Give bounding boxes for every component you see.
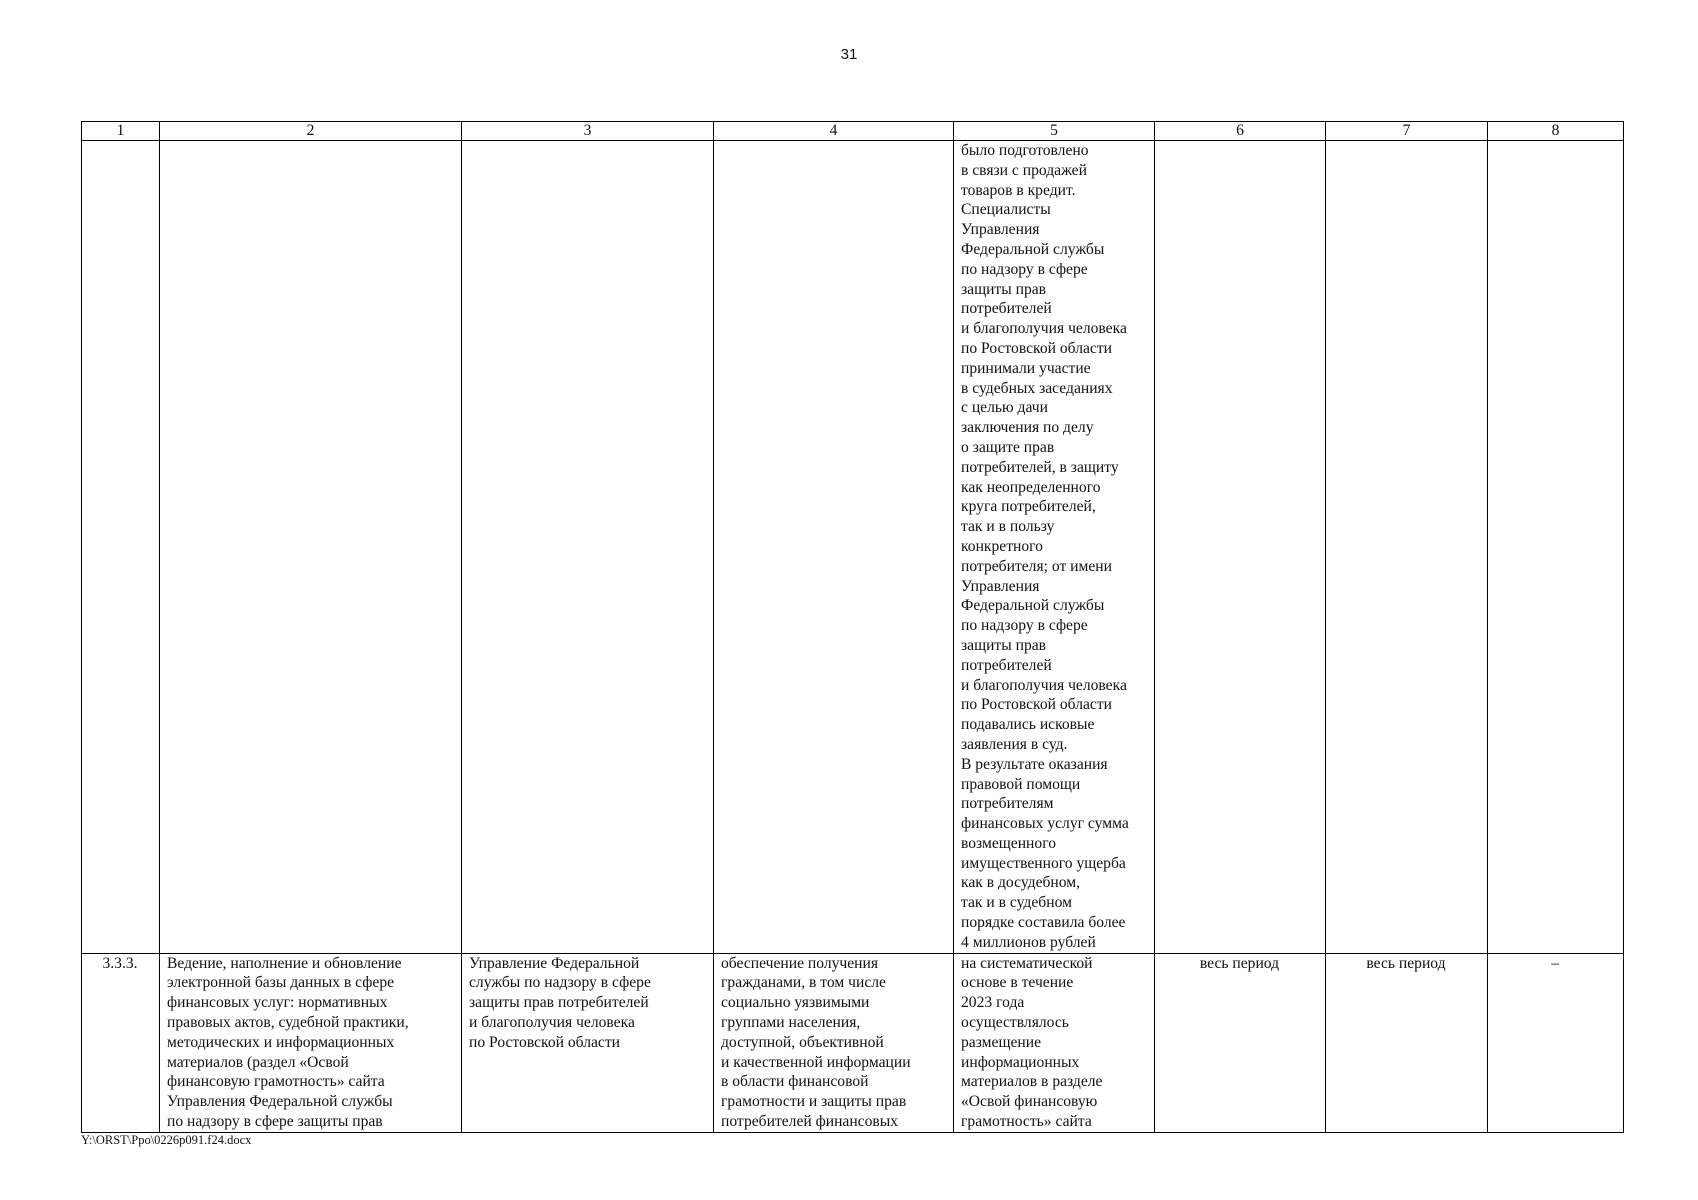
text-line: Федеральной службы <box>961 240 1105 258</box>
text-line: и благополучия человека <box>469 1014 635 1032</box>
text-line: заявления в суд. <box>961 735 1068 753</box>
cell-r1-c3 <box>462 141 714 954</box>
header-col-6: 6 <box>1155 122 1326 141</box>
text-line: Управление Федеральной <box>469 954 640 972</box>
text-line: круга потребителей, <box>961 498 1096 516</box>
text-line: правовых актов, судебной практики, <box>167 1014 409 1032</box>
text-line: «Освой финансовую <box>961 1093 1098 1111</box>
text-line: и качественной информации <box>721 1053 911 1071</box>
header-col-5: 5 <box>954 122 1155 141</box>
text-line: Управления <box>961 221 1040 239</box>
text-line: так и в судебном <box>961 894 1072 912</box>
text-line: потребителя; от имени <box>961 557 1112 575</box>
text-line: как неопределенного <box>961 478 1101 496</box>
header-col-1: 1 <box>82 122 160 141</box>
header-col-3: 3 <box>462 122 714 141</box>
file-path-footer: Y:\ORST\Ppo\0226p091.f24.docx <box>81 1133 252 1147</box>
text-line: в связи с продажей <box>961 161 1087 179</box>
text-line: финансовых услуг сумма <box>961 815 1129 833</box>
text-line: группами населения, <box>721 1014 861 1032</box>
text-line: Управления <box>961 577 1040 595</box>
header-col-7: 7 <box>1326 122 1488 141</box>
cell-expected-result <box>714 953 954 1132</box>
cell-actual-result <box>954 953 1155 1132</box>
text-line: 2023 года <box>961 994 1025 1012</box>
cell-r1-c4 <box>714 141 954 954</box>
text-line: в судебных заседаниях <box>961 379 1113 397</box>
text-line: осуществлялось <box>961 1014 1069 1032</box>
text-line: Специалисты <box>961 201 1051 219</box>
text-line: Управления Федеральной службы <box>167 1093 393 1111</box>
cell-measure-description <box>160 953 462 1132</box>
text-line: защиты прав потребителей <box>469 994 649 1012</box>
cell-actual-period: весь период <box>1326 953 1488 1132</box>
text-line: материалов в разделе <box>961 1073 1103 1091</box>
cell-r1-c7 <box>1326 141 1488 954</box>
header-col-2: 2 <box>160 122 462 141</box>
text-line: грамотности и защиты прав <box>721 1093 907 1111</box>
text-line: потребителей <box>961 300 1052 318</box>
text-line: товаров в кредит. <box>961 181 1076 199</box>
text-line: потребителям <box>961 795 1054 813</box>
text-line: информационных <box>961 1053 1080 1071</box>
text-line: защиты прав <box>961 636 1047 654</box>
cell-r1-c1 <box>82 141 160 954</box>
text-line: принимали участие <box>961 359 1091 377</box>
text-line: службы по надзору в сфере <box>469 974 651 992</box>
text-line: финансовых услуг: нормативных <box>167 994 388 1012</box>
text-line: финансовую грамотность» сайта <box>167 1073 385 1091</box>
text-line: по надзору в сфере <box>961 617 1088 635</box>
text-line: доступной, объективной <box>721 1033 884 1051</box>
cell-notes: – <box>1488 953 1624 1132</box>
text-line: правовой помощи <box>961 775 1081 793</box>
text-line: в области финансовой <box>721 1073 869 1091</box>
text-line: потребителей, в защиту <box>961 458 1119 476</box>
text-line: Федеральной службы <box>961 597 1105 615</box>
header-row <box>82 122 1624 141</box>
text-line: грамотность» сайта <box>961 1113 1092 1131</box>
text-line: с целью дачи <box>961 399 1048 417</box>
cell-planned-period: весь период <box>1155 953 1326 1132</box>
text-line: о защите прав <box>961 438 1055 456</box>
text-line: и благополучия человека <box>961 320 1127 338</box>
text-line: имущественного ущерба <box>961 854 1126 872</box>
page-number: 31 <box>840 46 858 63</box>
document-table <box>81 121 1624 1133</box>
text-line: и благополучия человека <box>961 676 1127 694</box>
header-col-4: 4 <box>714 122 954 141</box>
text-line: материалов (раздел «Освой <box>167 1053 349 1071</box>
text-line: электронной базы данных в сфере <box>167 974 395 992</box>
text-line: 4 миллионов рублей <box>961 933 1096 951</box>
text-line: конкретного <box>961 537 1043 555</box>
text-line: потребителей <box>961 656 1052 674</box>
cell-responsible <box>462 953 714 1132</box>
table-row-3-3-3 <box>82 953 1624 1132</box>
text-line: по надзору в сфере защиты прав <box>167 1113 383 1131</box>
row-number: 3.3.3. <box>82 953 160 1132</box>
text-line: основе в течение <box>961 974 1074 992</box>
text-line: В результате оказания <box>961 755 1108 773</box>
text-line: по надзору в сфере <box>961 260 1088 278</box>
text-line: Ведение, наполнение и обновление <box>167 954 402 972</box>
header-col-8: 8 <box>1488 122 1624 141</box>
text-line: как в досудебном, <box>961 874 1081 892</box>
text-line: по Ростовской области <box>961 696 1112 714</box>
text-line: социально уязвимыми <box>721 994 870 1012</box>
cell-r1-c8 <box>1488 141 1624 954</box>
text-line: на систематической <box>961 954 1093 972</box>
text-line: обеспечение получения <box>721 954 879 972</box>
text-line: защиты прав <box>961 280 1047 298</box>
cell-r1-c5 <box>954 141 1155 954</box>
text-line: возмещенного <box>961 834 1057 852</box>
table-row-continuation <box>82 141 1624 954</box>
text-line: заключения по делу <box>961 419 1094 437</box>
text-line: размещение <box>961 1033 1041 1051</box>
text-line: гражданами, в том числе <box>721 974 886 992</box>
cell-r1-c6 <box>1155 141 1326 954</box>
text-line: методических и информационных <box>167 1033 395 1051</box>
text-line: порядке составила более <box>961 914 1126 932</box>
text-line: подавались исковые <box>961 716 1095 734</box>
text-line: по Ростовской области <box>469 1033 620 1051</box>
cell-r1-c2 <box>160 141 462 954</box>
text-line: потребителей финансовых <box>721 1113 899 1131</box>
text-line: по Ростовской области <box>961 339 1112 357</box>
text-line: так и в пользу <box>961 518 1055 536</box>
text-line: было подготовлено <box>961 142 1089 159</box>
